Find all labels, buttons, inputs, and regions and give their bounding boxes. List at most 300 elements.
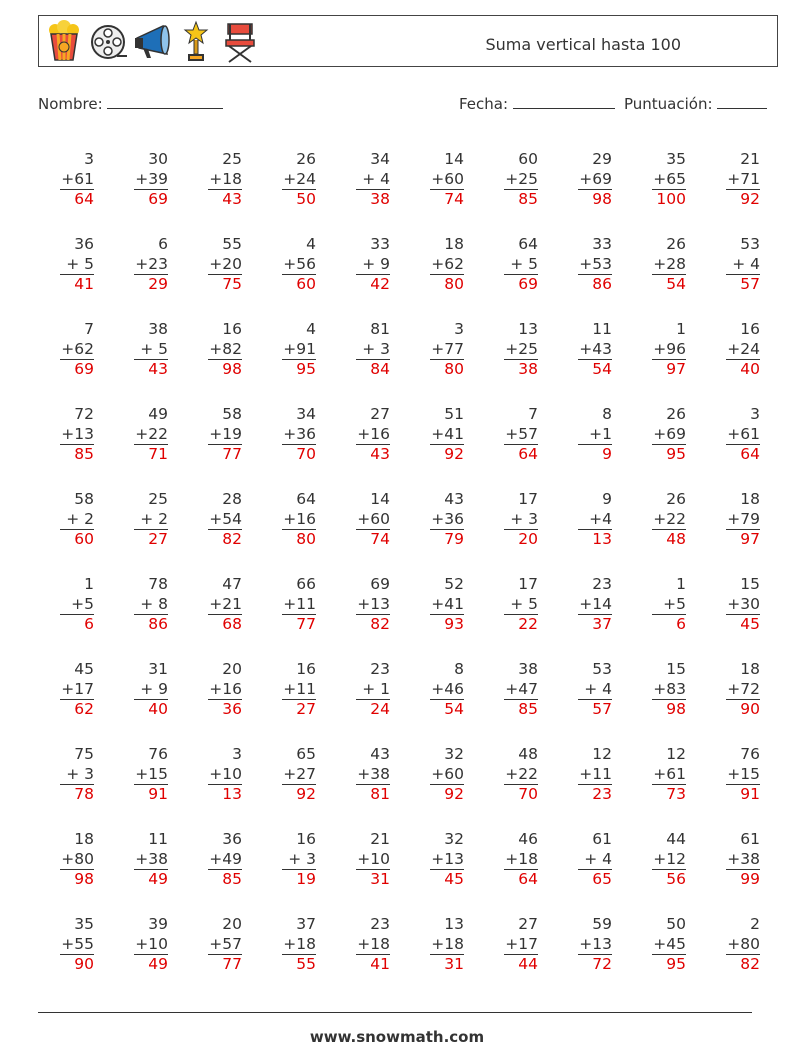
addend-bottom-value: 38 [370,764,390,783]
addend-top: 51 [444,405,464,423]
addition-problem [430,490,464,548]
addend-bottom [430,170,464,190]
date-blank[interactable] [513,94,615,109]
addition-problem [282,660,316,718]
answer: 85 [60,444,94,463]
addend-bottom [430,850,464,870]
plus-sign: + [209,934,223,953]
plus-sign: + [579,764,593,783]
addition-problem [282,320,316,378]
name-field[interactable] [38,94,223,113]
addend-top: 30 [148,150,168,168]
answer: 37 [578,614,612,633]
addend-bottom-value: 4 [597,849,612,868]
answer: 43 [208,189,242,208]
date-field[interactable] [459,94,615,113]
footer-site: www.snowmath.com [309,1028,485,1046]
problem-row [38,915,778,1000]
addend-top: 8 [454,660,464,678]
plus-sign: + [653,849,667,868]
plus-sign: + [61,424,75,443]
addend-bottom-value: 14 [592,594,612,613]
addend-bottom [60,510,94,530]
addend-bottom-value: 17 [518,934,538,953]
addend-bottom [282,170,316,190]
plus-sign: + [135,424,149,443]
answer: 36 [208,699,242,718]
addend-bottom-value: 96 [666,339,686,358]
answer: 40 [134,699,168,718]
addition-problem [504,830,538,888]
answer: 74 [430,189,464,208]
addend-top: 3 [232,745,242,763]
addend-bottom [652,765,686,785]
addend-top: 18 [74,830,94,848]
addend-bottom [726,765,760,785]
addend-bottom [282,680,316,700]
addend-bottom [726,510,760,530]
addend-top: 13 [518,320,538,338]
addend-bottom-value: 83 [666,679,686,698]
plus-sign: + [66,509,80,528]
answer: 77 [282,614,316,633]
addend-top: 45 [74,660,94,678]
addend-bottom-value: 62 [74,339,94,358]
answer: 92 [726,189,760,208]
addend-top: 72 [74,405,94,423]
plus-sign: + [140,679,154,698]
answer: 64 [726,444,760,463]
addition-problem [652,235,686,293]
answer: 85 [504,189,538,208]
addend-bottom [356,510,390,530]
addend-bottom [356,340,390,360]
addition-problem [208,320,242,378]
addition-problem [578,235,612,293]
answer: 97 [652,359,686,378]
answer: 77 [208,954,242,973]
addition-problem [60,235,94,293]
addend-bottom-value: 3 [375,339,390,358]
plus-sign: + [283,424,297,443]
addend-bottom [356,765,390,785]
answer: 90 [726,699,760,718]
addend-bottom-value: 16 [222,679,242,698]
addend-bottom-value: 53 [592,254,612,273]
addition-problem [578,150,612,208]
answer: 92 [282,784,316,803]
addend-top: 76 [148,745,168,763]
addend-top: 50 [666,915,686,933]
answer: 86 [578,274,612,293]
addend-bottom-value: 2 [153,509,168,528]
addition-problem [134,405,168,463]
plus-sign: + [579,169,593,188]
answer: 43 [356,444,390,463]
addend-bottom [134,340,168,360]
addend-top: 26 [666,490,686,508]
addition-problem [208,915,242,973]
addend-bottom-value: 13 [592,934,612,953]
plus-sign: + [727,594,741,613]
answer: 69 [134,189,168,208]
plus-sign: + [653,509,667,528]
problem-row [38,490,778,575]
plus-sign: + [510,594,524,613]
addend-bottom-value: 22 [666,509,686,528]
addition-problem [578,830,612,888]
answer: 24 [356,699,390,718]
addend-bottom-value: 3 [523,509,538,528]
plus-sign: + [663,594,677,613]
addition-problem [578,320,612,378]
answer: 38 [504,359,538,378]
addend-bottom-value: 22 [148,424,168,443]
addend-bottom-value: 57 [518,424,538,443]
addend-bottom [430,935,464,955]
answer: 99 [726,869,760,888]
plus-sign: + [209,849,223,868]
name-blank[interactable] [107,94,223,109]
addend-bottom [208,595,242,615]
addend-bottom-value: 45 [666,934,686,953]
plus-sign: + [283,509,297,528]
addend-bottom [282,340,316,360]
addend-top: 75 [74,745,94,763]
addend-top: 16 [296,660,316,678]
addend-bottom-value: 71 [740,169,760,188]
addend-bottom [356,850,390,870]
addend-top: 26 [666,235,686,253]
addend-bottom-value: 12 [666,849,686,868]
addend-bottom-value: 20 [222,254,242,273]
megaphone-icon [133,20,171,64]
addition-problem [134,320,168,378]
addend-top: 38 [518,660,538,678]
header-icons [45,20,259,64]
addend-bottom [578,765,612,785]
answer: 85 [504,699,538,718]
plus-sign: + [283,934,297,953]
award-trophy-icon [177,20,215,64]
addend-bottom [726,425,760,445]
addend-top: 58 [222,405,242,423]
addition-problem [578,405,612,463]
addend-bottom-value: 16 [296,509,316,528]
addend-bottom [504,765,538,785]
answer: 70 [504,784,538,803]
plus-sign: + [135,169,149,188]
addend-top: 11 [592,320,612,338]
plus-sign: + [505,849,519,868]
addend-top: 37 [296,915,316,933]
addition-problem [208,745,242,803]
addend-top: 23 [592,575,612,593]
answer: 54 [578,359,612,378]
answer: 54 [652,274,686,293]
answer: 27 [134,529,168,548]
addition-problem [60,830,94,888]
plus-sign: + [357,849,371,868]
addend-bottom-value: 15 [148,764,168,783]
addition-problem [208,405,242,463]
addend-top: 26 [296,150,316,168]
answer: 69 [60,359,94,378]
score-field[interactable] [624,94,767,113]
plus-sign: + [209,424,223,443]
addend-bottom [356,255,390,275]
plus-sign: + [61,849,75,868]
addend-bottom [430,425,464,445]
addend-bottom [282,935,316,955]
addend-bottom-value: 43 [592,339,612,358]
addend-bottom-value: 8 [153,594,168,613]
addend-top: 58 [74,490,94,508]
addition-problem [60,405,94,463]
plus-sign: + [431,169,445,188]
addition-problem [504,490,538,548]
addition-problem [430,320,464,378]
addend-bottom [504,340,538,360]
plus-sign: + [431,764,445,783]
answer: 82 [208,529,242,548]
answer: 91 [134,784,168,803]
plus-sign: + [653,934,667,953]
addend-bottom-value: 65 [666,169,686,188]
plus-sign: + [589,509,603,528]
addend-bottom-value: 22 [518,764,538,783]
addend-bottom-value: 80 [740,934,760,953]
addend-bottom-value: 9 [153,679,168,698]
problem-row [38,830,778,915]
addend-top: 14 [370,490,390,508]
addition-problem [652,490,686,548]
answer: 31 [430,954,464,973]
addition-problem [282,405,316,463]
plus-sign: + [357,424,371,443]
plus-sign: + [362,254,376,273]
addend-bottom [430,680,464,700]
score-label: Puntuación: [624,95,713,113]
addition-problem [578,575,612,633]
addend-top: 20 [222,915,242,933]
plus-sign: + [283,169,297,188]
addend-bottom [208,170,242,190]
addend-bottom-value: 1 [375,679,390,698]
addend-top: 7 [84,320,94,338]
addend-bottom [504,510,538,530]
addend-top: 15 [666,660,686,678]
addend-top: 23 [370,915,390,933]
answer: 90 [60,954,94,973]
plus-sign: + [510,509,524,528]
addend-bottom-value: 49 [222,849,242,868]
addition-problem [652,405,686,463]
addend-top: 34 [370,150,390,168]
addend-bottom [430,595,464,615]
addend-bottom-value: 47 [518,679,538,698]
answer: 77 [208,444,242,463]
addend-bottom-value: 61 [74,169,94,188]
problem-row [38,745,778,830]
addend-bottom [208,340,242,360]
addend-bottom [60,935,94,955]
addition-problem [60,490,94,548]
addition-problem [60,745,94,803]
plus-sign: + [362,679,376,698]
addend-top: 65 [296,745,316,763]
addend-bottom [504,850,538,870]
plus-sign: + [431,339,445,358]
addition-problem [134,745,168,803]
addend-bottom [356,170,390,190]
addend-bottom [60,340,94,360]
addend-top: 27 [518,915,538,933]
addend-top: 43 [444,490,464,508]
addition-problem [430,830,464,888]
addend-bottom-value: 1 [602,424,612,443]
addend-bottom [430,255,464,275]
addend-top: 16 [296,830,316,848]
addend-bottom [208,425,242,445]
addend-bottom-value: 18 [222,169,242,188]
addend-top: 36 [74,235,94,253]
addend-bottom [504,425,538,445]
addition-problem [134,235,168,293]
addend-bottom-value: 56 [296,254,316,273]
addition-problem [60,915,94,973]
addend-top: 12 [592,745,612,763]
plus-sign: + [727,169,741,188]
addend-bottom-value: 36 [296,424,316,443]
plus-sign: + [61,679,75,698]
plus-sign: + [653,424,667,443]
answer: 20 [504,529,538,548]
addend-top: 2 [750,915,760,933]
addition-problem [60,320,94,378]
addend-bottom [134,510,168,530]
addition-problem [652,150,686,208]
addend-bottom-value: 5 [676,594,686,613]
addend-top: 14 [444,150,464,168]
plus-sign: + [357,934,371,953]
answer: 6 [60,614,94,633]
addend-top: 53 [740,235,760,253]
answer: 42 [356,274,390,293]
addend-bottom-value: 13 [74,424,94,443]
addend-top: 23 [370,660,390,678]
addend-bottom [504,680,538,700]
addend-top: 35 [666,150,686,168]
answer: 75 [208,274,242,293]
addition-problem [430,575,464,633]
answer: 50 [282,189,316,208]
addition-problem [430,745,464,803]
addend-bottom-value: 5 [84,594,94,613]
addition-problem [726,490,760,548]
addend-top: 4 [306,320,316,338]
addend-bottom-value: 77 [444,339,464,358]
addend-bottom [60,425,94,445]
addition-problem [652,320,686,378]
director-chair-icon [221,20,259,64]
answer: 100 [652,189,686,208]
addend-bottom [60,765,94,785]
addend-bottom [208,680,242,700]
plus-sign: + [283,339,297,358]
addend-bottom-value: 18 [444,934,464,953]
answer: 98 [578,189,612,208]
answer: 49 [134,954,168,973]
addend-top: 25 [148,490,168,508]
plus-sign: + [589,424,603,443]
addend-top: 36 [222,830,242,848]
addition-problem [356,490,390,548]
addend-top: 81 [370,320,390,338]
answer: 27 [282,699,316,718]
addend-top: 9 [602,490,612,508]
addition-problem [356,660,390,718]
addend-bottom-value: 18 [296,934,316,953]
addend-bottom-value: 4 [597,679,612,698]
addend-top: 8 [602,405,612,423]
addition-problem [134,915,168,973]
plus-sign: + [288,849,302,868]
plus-sign: + [431,509,445,528]
plus-sign: + [362,339,376,358]
addend-bottom [726,935,760,955]
addend-bottom-value: 25 [518,339,538,358]
answer: 23 [578,784,612,803]
addend-bottom-value: 62 [444,254,464,273]
addition-problem [726,745,760,803]
answer: 55 [282,954,316,973]
addend-bottom-value: 17 [74,679,94,698]
plus-sign: + [732,254,746,273]
addend-top: 53 [592,660,612,678]
plus-sign: + [135,254,149,273]
addend-bottom [134,680,168,700]
addend-bottom-value: 38 [148,849,168,868]
plus-sign: + [362,169,376,188]
addition-problem [208,490,242,548]
addend-bottom-value: 60 [444,764,464,783]
plus-sign: + [727,509,741,528]
addend-top: 61 [740,830,760,848]
answer: 82 [356,614,390,633]
addend-bottom-value: 69 [592,169,612,188]
addend-bottom-value: 3 [79,764,94,783]
answer: 64 [504,444,538,463]
addend-bottom [726,595,760,615]
plus-sign: + [431,594,445,613]
plus-sign: + [140,339,154,358]
worksheet-title: Suma vertical hasta 100 [485,35,681,54]
addend-top: 3 [750,405,760,423]
addend-bottom [208,255,242,275]
addend-bottom [578,850,612,870]
plus-sign: + [209,594,223,613]
addend-top: 78 [148,575,168,593]
addend-bottom [578,340,612,360]
addition-problem [726,235,760,293]
footer-divider [38,1012,752,1013]
addend-bottom-value: 18 [370,934,390,953]
score-blank[interactable] [717,94,767,109]
plus-sign: + [653,254,667,273]
addition-problem [504,405,538,463]
addend-bottom [652,850,686,870]
